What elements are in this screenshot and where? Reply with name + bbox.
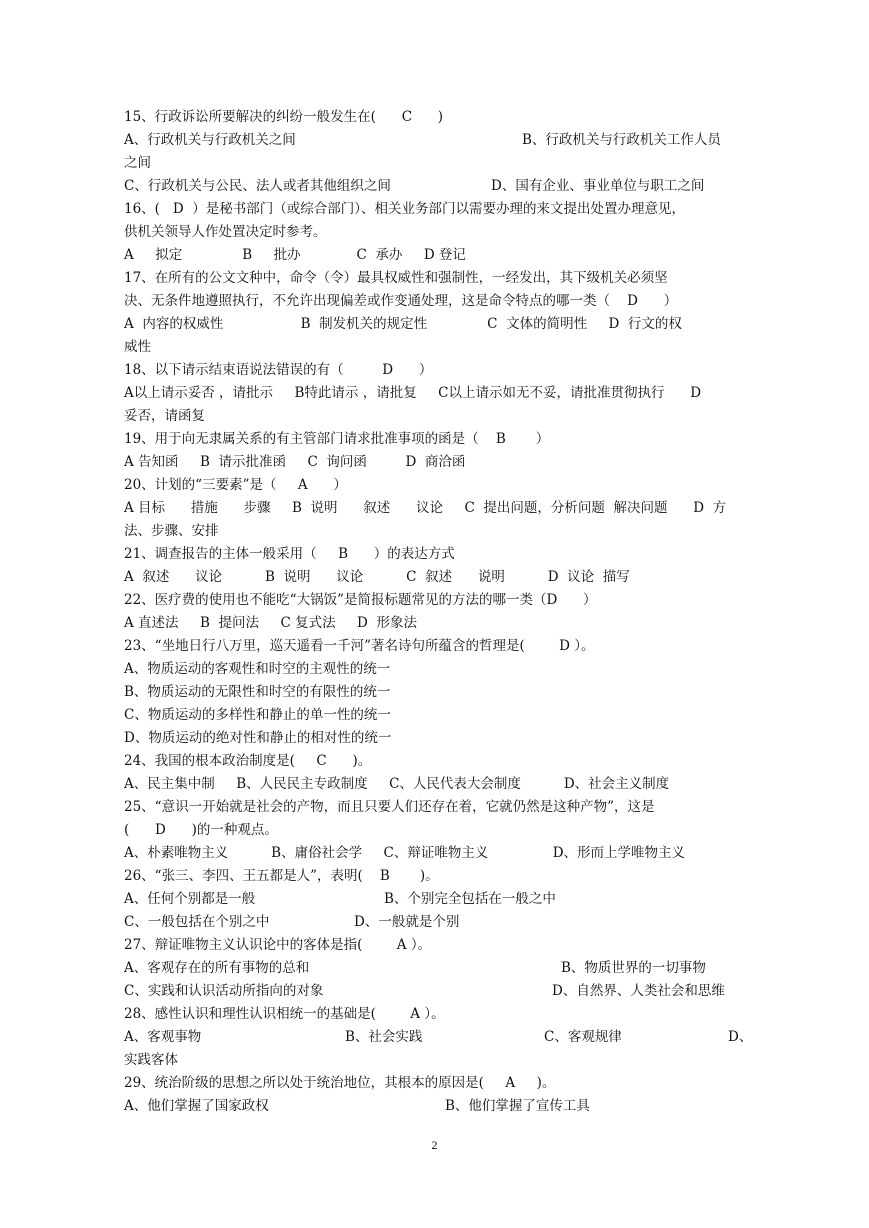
question-17-continuation: 决、无条件地遵照执行，不允许出现偏差或作变通处理，这是命令特点的哪一类（ D ） [124,293,678,309]
option-d: D、自然界、人类社会和思维 [552,983,725,999]
question-20: 20、计划的“三要素”是（ A ） [124,477,347,493]
option-a: A、任何个别都是一般 [124,891,256,907]
question-26: 26、“张三、李四、王五都是人”，表明( B )。 [124,868,439,884]
question-29-options [124,1095,764,1117]
question-25-options: A、朴素唯物主义 B、庸俗社会学 C、辩证唯物主义 D、形而上学唯物主义 [124,845,686,861]
question-22: 22、医疗费的使用也不能吃“大锅饭”是简报标题常见的方法的哪一类（D ） [124,592,597,608]
page-number: 2 [431,1138,438,1152]
question-18-options-continuation: 妥否，请函复 [124,408,205,424]
question-15: 15、行政诉讼所要解决的纠纷一般发生在( C ) [124,109,444,125]
option-b: B、他们掌握了宣传工具 [445,1098,590,1114]
question-15-options-row2 [124,175,764,197]
question-25-continuation: ( D )的一种观点。 [124,822,278,838]
question-16-continuation: 供机关领导人作处置决定时参考。 [124,224,327,240]
question-23-option-c: C、物质运动的多样性和静止的单一性的统一 [124,707,391,723]
question-21: 21、调查报告的主体一般采用（ B ）的表达方式 [124,546,455,562]
option-a: A、客观存在的所有事物的总和 [124,960,310,976]
option-d: D、国有企业、事业单位与职工之间 [491,178,705,194]
question-19-options: A 告知函 B 请示批准函 C 询问函 D 商洽函 [124,454,466,470]
question-24: 24、我国的根本政治制度是( C )。 [124,753,372,769]
option-d: D、一般就是个别 [354,914,460,930]
question-27-options-row1 [124,957,764,979]
question-28: 28、感性认识和理性认识相统一的基础是( A ）。 [124,1006,445,1022]
option-c: C、一般包括在个别之中 [124,914,270,930]
question-24-options: A、民主集中制 B、人民民主专政制度 C、人民代表大会制度 D、社会主义制度 [124,776,670,792]
option-b: B、物质世界的一切事物 [561,960,706,976]
option-a: A、他们掌握了国家政权 [124,1098,269,1114]
option-b: B、社会实践 [345,1029,423,1045]
question-28-options-continuation: 实践客体 [124,1052,178,1068]
question-19: 19、用于向无隶属关系的有主管部门请求批准事项的函是（ B ） [124,431,550,447]
question-16: 16、( D ）是秘书部门（或综合部门）、相关业务部门以需要办理的来文提出处置办理意见， [124,201,685,217]
question-17-options-continuation: 威性 [124,339,151,355]
option-a: A、行政机关与行政机关之间 [124,132,296,148]
question-26-options-row2 [124,911,764,933]
question-23-option-b: B、物质运动的无限性和时空的有限性的统一 [124,684,391,700]
question-15-options-row1 [124,129,764,151]
question-17: 17、在所有的公文文种中，命令（令）最具权威性和强制性，一经发出，其下级机关必须坚 [124,270,668,286]
question-22-options: A 直述法 B 提问法 C 复式法 D 形象法 [124,615,417,631]
question-27: 27、辩证唯物主义认识论中的客体是指( A ）。 [124,937,432,953]
question-28-options [124,1026,764,1048]
option-b-continuation: 之间 [124,155,151,171]
option-c: C、行政机关与公民、法人或者其他组织之间 [124,178,391,194]
question-26-options-row1 [124,888,764,910]
option-d: D、 [728,1029,753,1045]
question-25: 25、“意识一开始就是社会的产物，而且只要人们还存在着，它就仍然是这种产物”，这是 [124,799,655,815]
question-29: 29、统治阶级的思想之所以处于统治地位，其根本的原因是( A )。 [124,1075,556,1091]
question-18-options: A以上请示妥否 ，请批示 B特此请示 ，请批复 C以上请示如无不妥，请批准贯彻执行 D [124,385,702,401]
question-18: 18、以下请示结束语说法错误的有（ D ） [124,362,433,378]
question-27-options-row2 [124,980,764,1002]
option-c: C、实践和认识活动所指向的对象 [124,983,324,999]
option-b: B、个别完全包括在一般之中 [384,891,556,907]
question-23-option-a: A、物质运动的客观性和时空的主观性的统一 [124,661,391,677]
option-a: A、客观事物 [124,1029,202,1045]
question-17-options: A 内容的权威性 B 制发机关的规定性 C 文体的简明性 D 行文的权 [124,316,682,332]
question-23-option-d: D、物质运动的绝对性和静止的相对性的统一 [124,730,392,746]
question-16-options: A 拟定 B 批办 C 承办 D 登记 [124,247,466,263]
question-23: 23、“坐地日行八万里，巡天遥看一千河”著名诗句所蕴含的哲理是( D ）。 [124,638,595,654]
option-b: B、行政机关与行政机关工作人员 [522,132,721,148]
option-c: C、客观规律 [544,1029,622,1045]
question-21-options: A 叙述 议论 B 说明 议论 C 叙述 说明 D 议论 描写 [124,569,630,585]
question-20-options-continuation: 法、步骤、安排 [124,523,219,539]
question-20-options: A 目标 措施 步骤 B 说明 叙述 议论 C 提出问题，分析问题 解决问题 D 方 [124,500,727,516]
